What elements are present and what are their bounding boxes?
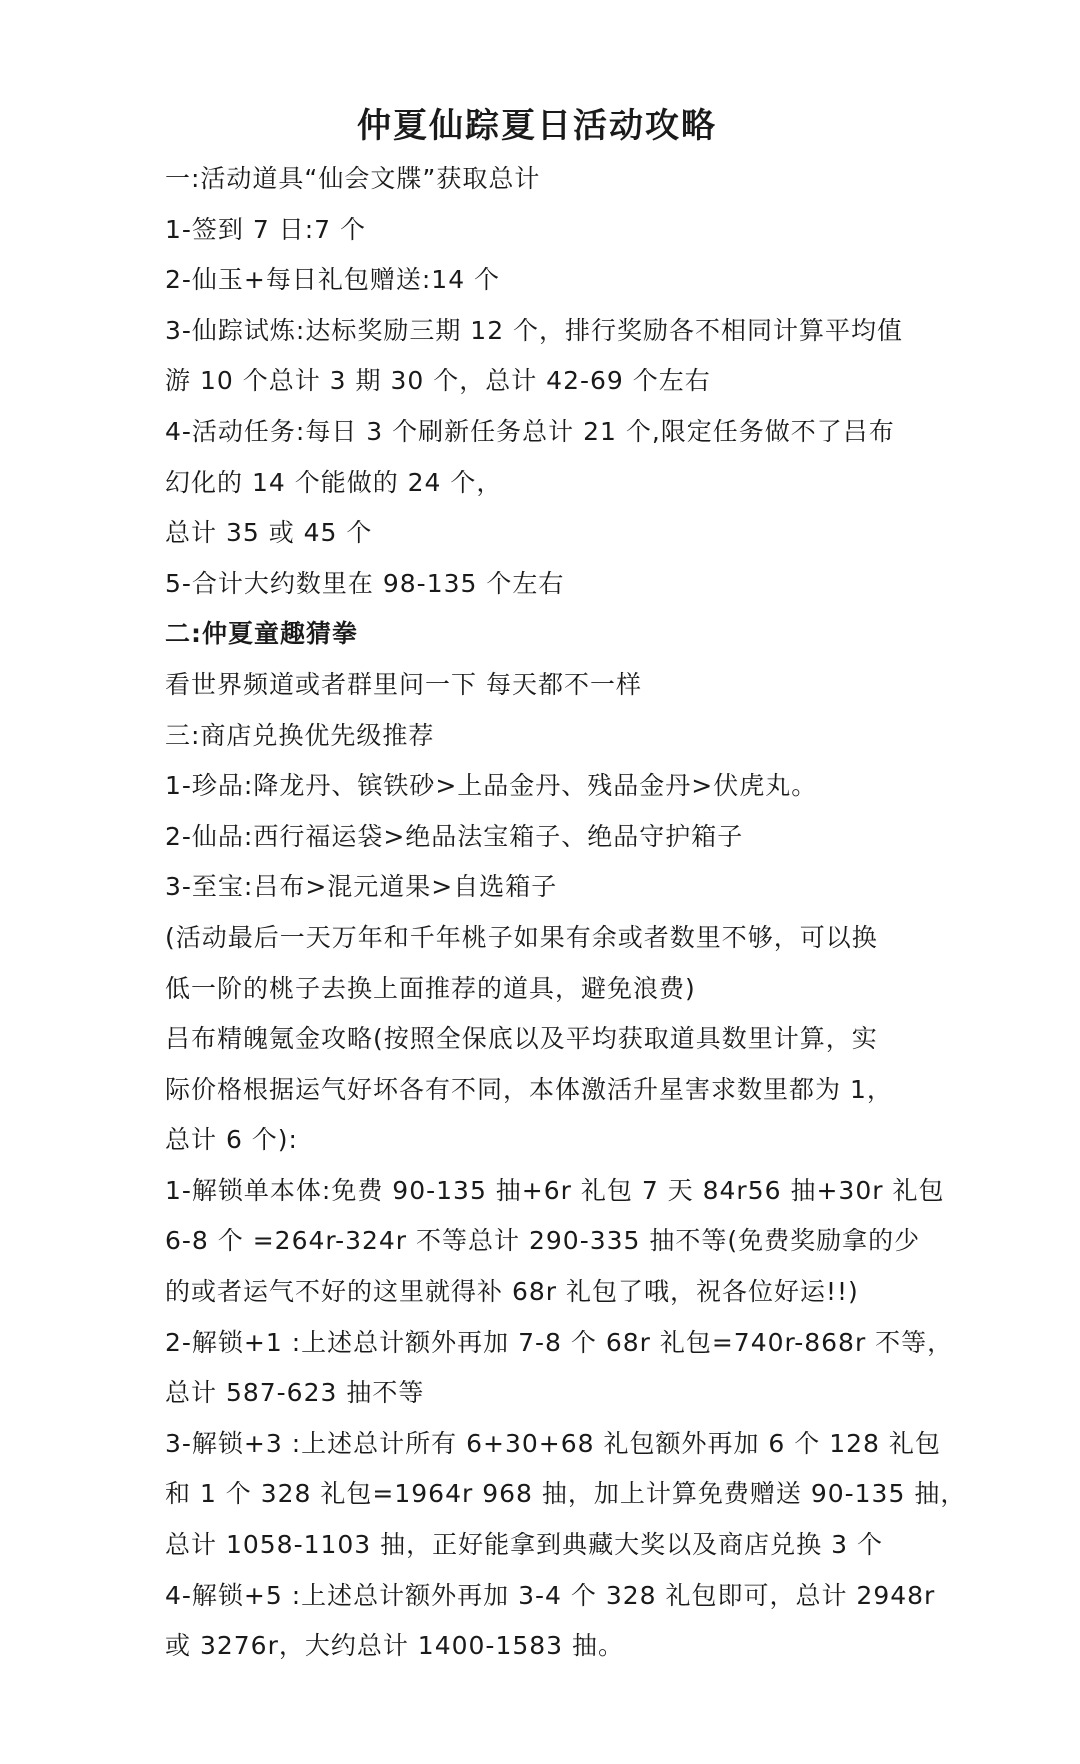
text-line: 1-签到 7 日:7 个 <box>165 214 367 244</box>
text-line: 总计 35 或 45 个 <box>165 518 373 548</box>
text-line: 1-珍品:降龙丹、镔铁砂>上品金丹、残品金丹>伏虎丸。 <box>165 771 818 801</box>
text-line: 吕布精魄氪金攻略(按照全保底以及平均获取道具数里计算，实 <box>165 1024 878 1054</box>
document-lines <box>165 154 967 1672</box>
text-line: 看世界频道或者群里问一下 每天都不一样 <box>165 669 642 699</box>
text-line: 2-解锁+1 :上述总计额外再加 7-8 个 68r 礼包=740r-868r 不等， <box>165 1327 954 1357</box>
text-line: 3-至宝:吕布>混元道果>自选箱子 <box>165 872 558 902</box>
text-line: 6-8 个 =264r-324r 不等总计 290-335 抽不等(免费奖励拿的少 <box>165 1226 921 1256</box>
document-title: 仲夏仙踪夏日活动攻略 <box>357 106 717 146</box>
text-line: 总计 1058-1103 抽，正好能拿到典藏大奖以及商店兑换 3 个 <box>165 1530 883 1560</box>
text-line: 2-仙玉+每日礼包赠送:14 个 <box>165 265 501 295</box>
text-line: 2-仙品:西行福运袋>绝品法宝箱子、绝品守护箱子 <box>165 821 744 851</box>
text-line: 一:活动道具“仙会文牒”获取总计 <box>165 164 541 193</box>
text-line: 总计 587-623 抽不等 <box>165 1378 425 1408</box>
text-line: 3-仙踪试炼:达标奖励三期 12 个，排行奖励各不相同计算平均值 <box>165 315 904 345</box>
text-line: 总计 6 个): <box>165 1125 298 1155</box>
text-line: 的或者运气不好的这里就得补 68r 礼包了哦，祝各位好运!!) <box>165 1277 859 1307</box>
text-line: 二:仲夏童趣猜拳 <box>165 619 358 649</box>
text-line: 1-解锁单本体:免费 90-135 抽+6r 礼包 7 天 84r56 抽+30r 礼包 <box>165 1175 945 1205</box>
text-line: (活动最后一天万年和千年桃子如果有余或者数里不够，可以换 <box>165 922 878 952</box>
text-line: 低一阶的桃子去换上面推荐的道具，避免浪费) <box>165 973 696 1003</box>
text-line: 际价格根据运气好坏各有不同，本体激活升星害求数里都为 1， <box>165 1074 893 1104</box>
text-line: 游 10 个总计 3 期 30 个，总计 42-69 个左右 <box>165 366 711 396</box>
text-line: 4-解锁+5 :上述总计额外再加 3-4 个 328 礼包即可，总计 2948r <box>165 1580 936 1610</box>
document-body <box>165 98 967 1672</box>
text-line: 5-合计大约数里在 98-135 个左右 <box>165 568 565 598</box>
text-line: 幻化的 14 个能做的 24 个， <box>165 467 503 497</box>
text-line: 4-活动任务:每日 3 个刷新任务总计 21 个,限定任务做不了吕布 <box>165 416 895 446</box>
text-line: 三:商店兑换优先级推荐 <box>165 720 435 750</box>
text-line: 或 3276r，大约总计 1400-1583 抽。 <box>165 1631 625 1661</box>
text-line: 和 1 个 328 礼包=1964r 968 抽，加上计算免费赠送 90-135 抽， <box>165 1479 967 1509</box>
text-line: 3-解锁+3 :上述总计所有 6+30+68 礼包额外再加 6 个 128 礼包 <box>165 1428 941 1458</box>
